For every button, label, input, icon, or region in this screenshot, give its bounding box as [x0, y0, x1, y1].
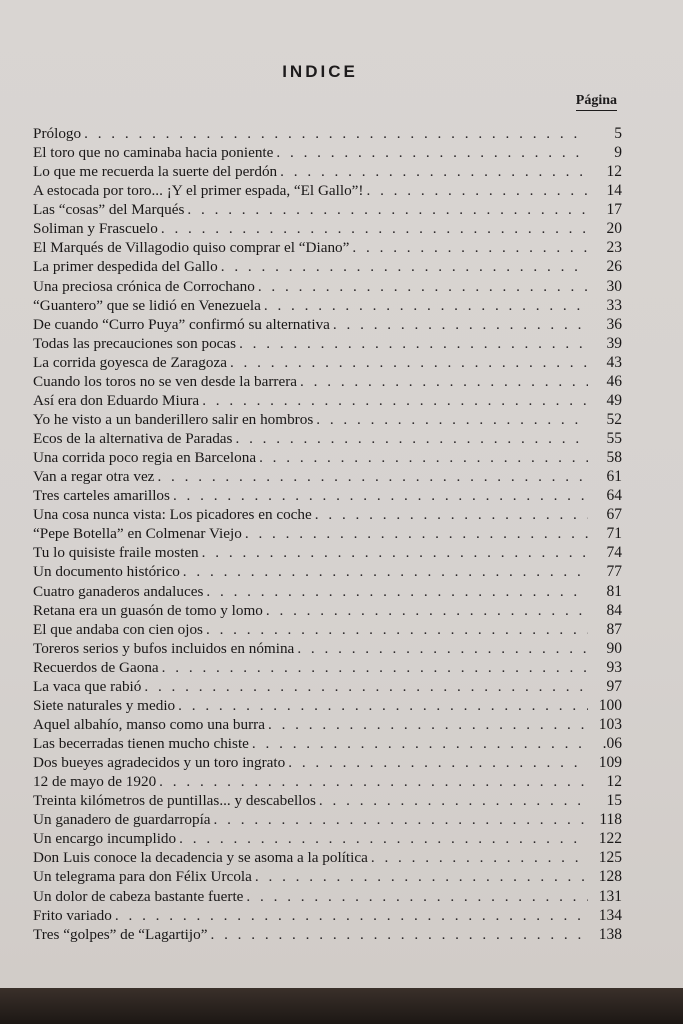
toc-entry-title: El que andaba con cien ojos [33, 620, 203, 638]
dot-leader [162, 658, 588, 677]
toc-entry-title: A estocada por toro... ¡Y el primer espada, “El Gallo”! [33, 182, 364, 200]
toc-entry-page-number: 23 [606, 239, 622, 257]
toc-entry [33, 467, 622, 486]
toc-entry-title: Una cosa nunca vista: Los picadores en coche [33, 506, 312, 524]
toc-entry [33, 658, 622, 677]
toc-entry-page-number: 81 [606, 582, 622, 600]
toc-entry [33, 219, 622, 238]
table-of-contents [33, 124, 622, 944]
toc-entry-page-number: 100 [598, 696, 622, 714]
toc-entry-title: Una corrida poco regia en Barcelona [33, 449, 257, 467]
dot-leader [352, 238, 588, 257]
toc-entry [33, 505, 622, 524]
toc-entry [33, 715, 622, 734]
toc-entry-page-number: 67 [606, 506, 622, 524]
toc-entry [33, 887, 622, 906]
toc-entry [33, 448, 622, 467]
toc-entry-page-number: 122 [598, 830, 622, 848]
toc-entry-page-number: 52 [606, 410, 622, 428]
dot-leader [210, 925, 588, 944]
toc-entry-title: Las becerradas tienen mucho chiste [33, 735, 249, 752]
toc-entry [33, 524, 622, 543]
dot-leader [246, 887, 588, 906]
toc-entry-title: Un telegrama para don Félix Urcola [33, 868, 252, 886]
dot-leader [264, 296, 588, 315]
toc-entry-page-number: 9 [614, 144, 622, 162]
toc-entry-page-number: 118 [599, 811, 622, 829]
toc-entry-title: Yo he visto a un banderillero salir en hombros [33, 410, 314, 428]
dot-leader [297, 639, 588, 658]
toc-entry-title: Dos bueyes agradecidos y un toro ingrato [33, 754, 286, 772]
toc-entry [33, 582, 622, 601]
dot-leader [144, 677, 588, 696]
toc-entry-title: El toro que no caminaba hacia poniente [33, 144, 274, 162]
toc-entry-title: Cuando los toros no se ven desde la barrera [33, 372, 298, 390]
toc-entry-title: De cuando “Curro Puya” confirmó su alternativa [33, 315, 330, 333]
toc-entry [33, 238, 622, 257]
toc-entry [33, 353, 622, 372]
toc-entry-title: Así era don Eduardo Miura [33, 391, 200, 409]
toc-entry [33, 620, 622, 639]
toc-entry-page-number: 39 [606, 334, 622, 352]
toc-entry-page-number: 134 [598, 906, 622, 924]
toc-entry [33, 257, 622, 276]
dot-leader [179, 829, 588, 848]
toc-entry [33, 848, 622, 867]
toc-entry [33, 772, 622, 791]
toc-entry-page-number: 20 [606, 220, 622, 238]
toc-entry-title: Las “cosas” del Marqués [33, 201, 185, 219]
toc-entry [33, 372, 622, 391]
toc-entry [33, 925, 622, 944]
toc-entry-page-number: 12 [606, 163, 622, 181]
toc-entry [33, 162, 622, 181]
toc-entry-title: Toreros serios y bufos incluidos en nómina [33, 639, 295, 657]
dot-leader [159, 772, 588, 791]
dot-leader [115, 906, 588, 925]
toc-entry [33, 143, 622, 162]
toc-entry-title: Soliman y Frascuelo [33, 220, 158, 238]
dot-leader [252, 734, 588, 753]
dot-leader [183, 562, 588, 581]
dot-leader [276, 143, 588, 162]
dot-leader [366, 181, 588, 200]
toc-entry-page-number: 84 [606, 601, 622, 619]
toc-entry-title: Van a regar otra vez [33, 468, 155, 486]
dot-leader [161, 219, 588, 238]
toc-entry-title: Tu lo quisiste fraile mosten [33, 544, 199, 562]
toc-entry [33, 867, 622, 886]
toc-entry-title: “Guantero” que se lidió en Venezuela [33, 296, 261, 314]
toc-entry [33, 543, 622, 562]
toc-entry-page-number: 46 [606, 372, 622, 390]
dot-leader [202, 391, 588, 410]
toc-entry-page-number: 71 [606, 525, 622, 543]
toc-entry-page-number: 58 [606, 449, 622, 467]
toc-entry-page-number: .06 [602, 735, 622, 752]
toc-entry-page-number: 49 [606, 391, 622, 409]
toc-entry-title: La corrida goyesca de Zaragoza [33, 353, 227, 371]
book-bottom-edge [0, 988, 683, 1024]
dot-leader [221, 257, 588, 276]
toc-entry-page-number: 17 [606, 201, 622, 219]
toc-entry-title: Una preciosa crónica de Corrochano [33, 277, 255, 295]
toc-entry-page-number: 109 [598, 754, 622, 772]
dot-leader [319, 791, 588, 810]
toc-entry-page-number: 77 [606, 563, 622, 581]
toc-entry-page-number: 43 [606, 353, 622, 371]
dot-leader [245, 524, 588, 543]
dot-leader [206, 582, 588, 601]
toc-entry [33, 810, 622, 829]
toc-entry [33, 410, 622, 429]
toc-entry-title: Ecos de la alternativa de Paradas [33, 430, 233, 447]
toc-entry-page-number: 33 [606, 296, 622, 314]
toc-entry-page-number: 64 [606, 487, 622, 505]
toc-entry [33, 753, 622, 772]
toc-entry [33, 391, 622, 410]
toc-entry [33, 181, 622, 200]
toc-entry-page-number: 30 [606, 277, 622, 295]
toc-entry-page-number: 15 [606, 792, 622, 810]
toc-entry-page-number: 26 [606, 258, 622, 276]
toc-entry [33, 696, 622, 715]
toc-entry-title: Un encargo incumplido [33, 830, 177, 848]
toc-entry-title: Treinta kilómetros de puntillas... y descabellos [33, 792, 316, 810]
toc-entry [33, 486, 622, 505]
dot-leader [268, 715, 588, 734]
dot-leader [333, 315, 588, 334]
toc-entry-title: “Pepe Botella” en Colmenar Viejo [33, 525, 242, 543]
toc-entry [33, 791, 622, 810]
dot-leader [239, 334, 588, 353]
dot-leader [258, 277, 588, 296]
toc-entry-title: Un ganadero de guardarropía [33, 811, 211, 829]
dot-leader [214, 810, 588, 829]
toc-entry-page-number: 125 [598, 849, 622, 867]
dot-leader [202, 543, 588, 562]
toc-entry-page-number: 5 [614, 125, 622, 142]
dot-leader [266, 601, 588, 620]
toc-entry-page-number: 97 [606, 677, 622, 695]
toc-entry-page-number: 138 [598, 925, 622, 943]
toc-entry-page-number: 55 [606, 430, 622, 447]
dot-leader [316, 410, 588, 429]
dot-leader [315, 505, 588, 524]
toc-entry-page-number: 36 [606, 315, 622, 333]
toc-entry [33, 200, 622, 219]
dot-leader [206, 620, 588, 639]
dot-leader [300, 372, 588, 391]
toc-entry [33, 639, 622, 658]
toc-entry [33, 562, 622, 581]
dot-leader [371, 848, 588, 867]
toc-entry-title: Cuatro ganaderos andaluces [33, 582, 204, 600]
toc-entry-page-number: 131 [598, 887, 622, 905]
toc-entry [33, 677, 622, 696]
toc-entry-page-number: 128 [598, 868, 622, 886]
toc-entry-title: Siete naturales y medio [33, 696, 176, 714]
toc-entry-title: Frito variado [33, 906, 112, 924]
toc-entry [33, 277, 622, 296]
dot-leader [157, 467, 588, 486]
toc-entry-title: La primer despedida del Gallo [33, 258, 218, 276]
dot-leader [288, 753, 588, 772]
dot-leader [255, 867, 588, 886]
toc-entry [33, 429, 622, 448]
dot-leader [187, 200, 588, 219]
toc-entry-title: El Marqués de Villagodio quiso comprar el “Diano” [33, 239, 350, 257]
toc-entry [33, 334, 622, 353]
toc-entry-title: Recuerdos de Gaona [33, 658, 159, 676]
toc-entry-title: Tres carteles amarillos [33, 487, 170, 505]
toc-entry [33, 315, 622, 334]
toc-entry-title: Todas las precauciones son pocas [33, 334, 237, 352]
toc-entry-title: Un documento histórico [33, 563, 180, 581]
toc-entry-page-number: 87 [606, 620, 622, 638]
toc-entry-page-number: 103 [598, 715, 622, 733]
toc-entry [33, 734, 622, 753]
toc-entry-page-number: 74 [606, 544, 622, 562]
toc-entry-title: Don Luis conoce la decadencia y se asoma a la política [33, 849, 368, 867]
toc-entry [33, 906, 622, 925]
toc-entry-title: Tres “golpes” de “Lagartijo” [33, 925, 208, 943]
toc-entry-page-number: 14 [606, 182, 622, 200]
toc-entry-title: La vaca que rabió [33, 677, 142, 695]
dot-leader [235, 429, 588, 448]
toc-entry-page-number: 61 [606, 468, 622, 486]
toc-entry-title: Aquel albahío, manso como una burra [33, 715, 265, 733]
dot-leader [178, 696, 588, 715]
toc-entry [33, 296, 622, 315]
toc-entry-title: Lo que me recuerda la suerte del perdón [33, 163, 278, 181]
toc-entry [33, 829, 622, 848]
toc-entry-page-number: 12 [606, 773, 622, 791]
toc-entry-title: 12 de mayo de 1920 [33, 773, 157, 791]
toc-entry-title: Un dolor de cabeza bastante fuerte [33, 887, 244, 905]
dot-leader [173, 486, 588, 505]
dot-leader [84, 124, 588, 143]
index-heading: INDICE [282, 62, 358, 81]
dot-leader [280, 162, 588, 181]
toc-entry [33, 124, 622, 143]
dot-leader [230, 353, 588, 372]
toc-entry-page-number: 90 [606, 639, 622, 657]
page-column-label: Página [576, 93, 617, 111]
toc-entry-page-number: 93 [606, 658, 622, 676]
toc-entry [33, 601, 622, 620]
dot-leader [259, 448, 588, 467]
toc-entry-title: Retana era un guasón de tomo y lomo [33, 601, 263, 619]
toc-entry-title: Prólogo [33, 125, 82, 142]
